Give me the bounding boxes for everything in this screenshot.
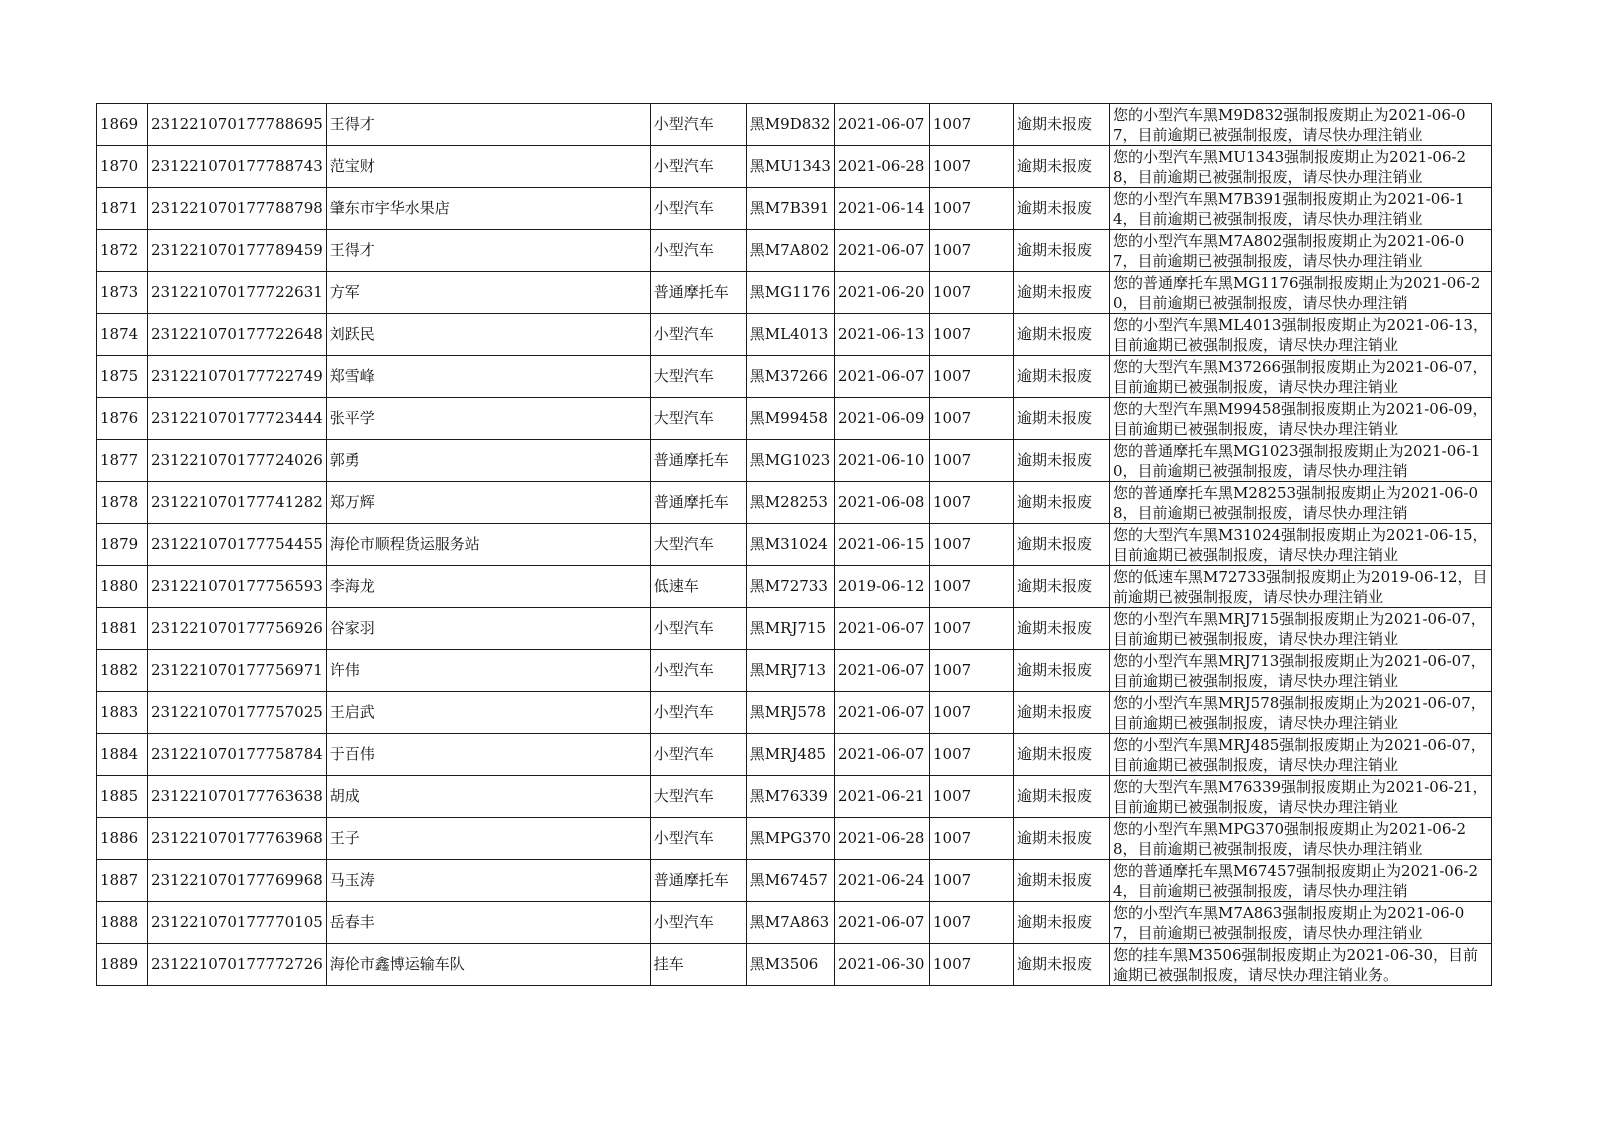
notice-message-text: 您的大型汽车黑M76339强制报废期止为2021-06-21，目前逾期已被强制报废，请尽快办理注销业 xyxy=(1112,778,1488,816)
status-cell: 逾期未报废 xyxy=(1013,146,1109,188)
record-id-cell: 231221070177741282 xyxy=(148,482,327,524)
status-cell: 逾期未报废 xyxy=(1013,230,1109,272)
notice-message-cell xyxy=(1109,398,1491,440)
owner-name-cell: 范宝财 xyxy=(326,146,650,188)
vehicle-type-cell: 小型汽车 xyxy=(650,692,746,734)
owner-name-cell: 王子 xyxy=(326,818,650,860)
status-cell: 逾期未报废 xyxy=(1013,314,1109,356)
row-number-cell: 1880 xyxy=(97,566,148,608)
record-id-cell: 231221070177722631 xyxy=(148,272,327,314)
row-number-cell: 1876 xyxy=(97,398,148,440)
code-cell: 1007 xyxy=(929,776,1013,818)
code-cell: 1007 xyxy=(929,440,1013,482)
table-row xyxy=(97,104,1492,146)
row-number-cell: 1881 xyxy=(97,608,148,650)
notice-message-text: 您的小型汽车黑MRJ713强制报废期止为2021-06-07，目前逾期已被强制报废，请尽快办理注销业 xyxy=(1112,652,1486,690)
plate-number-cell: 黑MRJ485 xyxy=(746,734,834,776)
table-row xyxy=(97,608,1492,650)
record-id-cell: 231221070177754455 xyxy=(148,524,327,566)
scrap-date-cell: 2021-06-24 xyxy=(834,860,929,902)
status-cell: 逾期未报废 xyxy=(1013,440,1109,482)
notice-message-text: 您的普通摩托车黑MG1176强制报废期止为2021-06-20，目前逾期已被强制报废，请尽快办理注销 xyxy=(1112,274,1481,312)
owner-name-cell: 王启武 xyxy=(326,692,650,734)
vehicle-type-cell: 小型汽车 xyxy=(650,818,746,860)
notice-message-text: 您的小型汽车黑MRJ715强制报废期止为2021-06-07，目前逾期已被强制报废，请尽快办理注销业 xyxy=(1112,610,1486,648)
table-row xyxy=(97,356,1492,398)
owner-name-cell: 王得才 xyxy=(326,230,650,272)
vehicle-type-cell: 小型汽车 xyxy=(650,608,746,650)
vehicle-type-cell: 大型汽车 xyxy=(650,398,746,440)
plate-number-cell: 黑M3506 xyxy=(746,944,834,986)
table-row xyxy=(97,944,1492,986)
notice-message-text: 您的小型汽车黑M7B391强制报废期止为2021-06-14，目前逾期已被强制报废，请尽快办理注销业 xyxy=(1112,190,1465,228)
vehicle-type-cell: 大型汽车 xyxy=(650,356,746,398)
record-id-cell: 231221070177763638 xyxy=(148,776,327,818)
status-cell: 逾期未报废 xyxy=(1013,524,1109,566)
owner-name-cell: 刘跃民 xyxy=(326,314,650,356)
table-row xyxy=(97,818,1492,860)
code-cell: 1007 xyxy=(929,944,1013,986)
record-id-cell: 231221070177763968 xyxy=(148,818,327,860)
code-cell: 1007 xyxy=(929,524,1013,566)
row-number-cell: 1877 xyxy=(97,440,148,482)
table-row xyxy=(97,524,1492,566)
vehicle-type-cell: 低速车 xyxy=(650,566,746,608)
scrap-date-cell: 2021-06-28 xyxy=(834,146,929,188)
notice-message-cell xyxy=(1109,818,1491,860)
notice-message-cell xyxy=(1109,566,1491,608)
table-row xyxy=(97,650,1492,692)
table-row xyxy=(97,776,1492,818)
status-cell: 逾期未报废 xyxy=(1013,650,1109,692)
notice-message-text: 您的小型汽车黑M9D832强制报废期止为2021-06-07，目前逾期已被强制报废，请尽快办理注销业 xyxy=(1112,106,1466,144)
scrap-date-cell: 2021-06-13 xyxy=(834,314,929,356)
scrap-date-cell: 2021-06-20 xyxy=(834,272,929,314)
row-number-cell: 1878 xyxy=(97,482,148,524)
owner-name-cell: 海伦市顺程货运服务站 xyxy=(326,524,650,566)
table-row xyxy=(97,398,1492,440)
notice-message-cell xyxy=(1109,482,1491,524)
record-id-cell: 231221070177756593 xyxy=(148,566,327,608)
status-cell: 逾期未报废 xyxy=(1013,104,1109,146)
scrap-date-cell: 2021-06-21 xyxy=(834,776,929,818)
owner-name-cell: 郭勇 xyxy=(326,440,650,482)
scrap-date-cell: 2021-06-14 xyxy=(834,188,929,230)
notice-message-text: 您的普通摩托车黑M67457强制报废期止为2021-06-24，目前逾期已被强制报废，请尽快办理注销 xyxy=(1112,862,1479,900)
code-cell: 1007 xyxy=(929,482,1013,524)
scrap-date-cell: 2021-06-30 xyxy=(834,944,929,986)
vehicle-type-cell: 小型汽车 xyxy=(650,146,746,188)
owner-name-cell: 于百伟 xyxy=(326,734,650,776)
row-number-cell: 1886 xyxy=(97,818,148,860)
table-body xyxy=(97,104,1492,986)
notice-message-text: 您的小型汽车黑MRJ578强制报废期止为2021-06-07，目前逾期已被强制报废，请尽快办理注销业 xyxy=(1112,694,1486,732)
vehicle-scrap-table xyxy=(96,103,1492,986)
code-cell: 1007 xyxy=(929,650,1013,692)
status-cell: 逾期未报废 xyxy=(1013,566,1109,608)
notice-message-cell xyxy=(1109,272,1491,314)
status-cell: 逾期未报废 xyxy=(1013,188,1109,230)
notice-message-text: 您的普通摩托车黑MG1023强制报废期止为2021-06-10，目前逾期已被强制报废，请尽快办理注销 xyxy=(1112,442,1481,480)
owner-name-cell: 李海龙 xyxy=(326,566,650,608)
notice-message-text: 您的挂车黑M3506强制报废期止为2021-06-30，目前逾期已被强制报废，请尽快办理注销业务。 xyxy=(1112,946,1479,984)
row-number-cell: 1875 xyxy=(97,356,148,398)
record-id-cell: 231221070177788743 xyxy=(148,146,327,188)
vehicle-type-cell: 普通摩托车 xyxy=(650,482,746,524)
plate-number-cell: 黑MG1176 xyxy=(746,272,834,314)
scrap-date-cell: 2021-06-07 xyxy=(834,230,929,272)
plate-number-cell: 黑M67457 xyxy=(746,860,834,902)
record-id-cell: 231221070177789459 xyxy=(148,230,327,272)
notice-message-text: 您的小型汽车黑MRJ485强制报废期止为2021-06-07，目前逾期已被强制报废，请尽快办理注销业 xyxy=(1112,736,1486,774)
scrap-date-cell: 2019-06-12 xyxy=(834,566,929,608)
notice-message-cell xyxy=(1109,440,1491,482)
owner-name-cell: 郑雪峰 xyxy=(326,356,650,398)
status-cell: 逾期未报废 xyxy=(1013,818,1109,860)
row-number-cell: 1885 xyxy=(97,776,148,818)
notice-message-text: 您的大型汽车黑M99458强制报废期止为2021-06-09，目前逾期已被强制报废，请尽快办理注销业 xyxy=(1112,400,1488,438)
vehicle-type-cell: 普通摩托车 xyxy=(650,860,746,902)
scrap-date-cell: 2021-06-28 xyxy=(834,818,929,860)
owner-name-cell: 王得才 xyxy=(326,104,650,146)
code-cell: 1007 xyxy=(929,398,1013,440)
table-row xyxy=(97,230,1492,272)
notice-message-cell xyxy=(1109,776,1491,818)
table-row xyxy=(97,692,1492,734)
plate-number-cell: 黑M99458 xyxy=(746,398,834,440)
owner-name-cell: 方军 xyxy=(326,272,650,314)
record-id-cell: 231221070177756926 xyxy=(148,608,327,650)
plate-number-cell: 黑M7B391 xyxy=(746,188,834,230)
status-cell: 逾期未报废 xyxy=(1013,944,1109,986)
owner-name-cell: 谷家羽 xyxy=(326,608,650,650)
record-id-cell: 231221070177722648 xyxy=(148,314,327,356)
notice-message-text: 您的小型汽车黑MPG370强制报废期止为2021-06-28，目前逾期已被强制报废，请尽快办理注销业 xyxy=(1112,820,1466,858)
row-number-cell: 1871 xyxy=(97,188,148,230)
notice-message-cell xyxy=(1109,230,1491,272)
code-cell: 1007 xyxy=(929,734,1013,776)
notice-message-text: 您的大型汽车黑M37266强制报废期止为2021-06-07，目前逾期已被强制报废，请尽快办理注销业 xyxy=(1112,358,1488,396)
record-id-cell: 231221070177772726 xyxy=(148,944,327,986)
vehicle-type-cell: 大型汽车 xyxy=(650,776,746,818)
scrap-date-cell: 2021-06-07 xyxy=(834,356,929,398)
code-cell: 1007 xyxy=(929,818,1013,860)
scrap-date-cell: 2021-06-07 xyxy=(834,104,929,146)
table-row xyxy=(97,188,1492,230)
notice-message-cell xyxy=(1109,692,1491,734)
owner-name-cell: 许伟 xyxy=(326,650,650,692)
status-cell: 逾期未报废 xyxy=(1013,692,1109,734)
notice-message-cell xyxy=(1109,146,1491,188)
notice-message-cell xyxy=(1109,356,1491,398)
notice-message-text: 您的小型汽车黑MU1343强制报废期止为2021-06-28，目前逾期已被强制报废，请尽快办理注销业 xyxy=(1112,148,1467,186)
scrap-date-cell: 2021-06-08 xyxy=(834,482,929,524)
owner-name-cell: 海伦市鑫博运输车队 xyxy=(326,944,650,986)
record-id-cell: 231221070177788798 xyxy=(148,188,327,230)
scrap-date-cell: 2021-06-07 xyxy=(834,692,929,734)
vehicle-type-cell: 小型汽车 xyxy=(650,188,746,230)
status-cell: 逾期未报废 xyxy=(1013,734,1109,776)
owner-name-cell: 马玉涛 xyxy=(326,860,650,902)
status-cell: 逾期未报废 xyxy=(1013,776,1109,818)
row-number-cell: 1887 xyxy=(97,860,148,902)
notice-message-cell xyxy=(1109,524,1491,566)
scrap-date-cell: 2021-06-07 xyxy=(834,650,929,692)
plate-number-cell: 黑MU1343 xyxy=(746,146,834,188)
vehicle-type-cell: 普通摩托车 xyxy=(650,272,746,314)
record-id-cell: 231221070177724026 xyxy=(148,440,327,482)
scrap-date-cell: 2021-06-15 xyxy=(834,524,929,566)
scrap-date-cell: 2021-06-10 xyxy=(834,440,929,482)
plate-number-cell: 黑MRJ578 xyxy=(746,692,834,734)
notice-message-cell xyxy=(1109,188,1491,230)
code-cell: 1007 xyxy=(929,902,1013,944)
vehicle-type-cell: 挂车 xyxy=(650,944,746,986)
plate-number-cell: 黑M28253 xyxy=(746,482,834,524)
table-row xyxy=(97,482,1492,524)
code-cell: 1007 xyxy=(929,566,1013,608)
record-id-cell: 231221070177788695 xyxy=(148,104,327,146)
table-row xyxy=(97,734,1492,776)
row-number-cell: 1888 xyxy=(97,902,148,944)
notice-message-text: 您的低速车黑M72733强制报废期止为2019-06-12，目前逾期已被强制报废，请尽快办理注销业 xyxy=(1112,568,1488,606)
notice-message-cell xyxy=(1109,608,1491,650)
notice-message-text: 您的小型汽车黑ML4013强制报废期止为2021-06-13，目前逾期已被强制报废，请尽快办理注销业 xyxy=(1112,316,1488,354)
scrap-date-cell: 2021-06-09 xyxy=(834,398,929,440)
record-id-cell: 231221070177758784 xyxy=(148,734,327,776)
code-cell: 1007 xyxy=(929,230,1013,272)
plate-number-cell: 黑MG1023 xyxy=(746,440,834,482)
record-id-cell: 231221070177757025 xyxy=(148,692,327,734)
code-cell: 1007 xyxy=(929,272,1013,314)
plate-number-cell: 黑MRJ715 xyxy=(746,608,834,650)
vehicle-type-cell: 小型汽车 xyxy=(650,650,746,692)
code-cell: 1007 xyxy=(929,608,1013,650)
code-cell: 1007 xyxy=(929,860,1013,902)
row-number-cell: 1870 xyxy=(97,146,148,188)
plate-number-cell: 黑M37266 xyxy=(746,356,834,398)
record-id-cell: 231221070177722749 xyxy=(148,356,327,398)
vehicle-type-cell: 小型汽车 xyxy=(650,734,746,776)
plate-number-cell: 黑M72733 xyxy=(746,566,834,608)
plate-number-cell: 黑M31024 xyxy=(746,524,834,566)
vehicle-type-cell: 普通摩托车 xyxy=(650,440,746,482)
owner-name-cell: 岳春丰 xyxy=(326,902,650,944)
vehicle-type-cell: 小型汽车 xyxy=(650,314,746,356)
plate-number-cell: 黑M76339 xyxy=(746,776,834,818)
table-row xyxy=(97,146,1492,188)
notice-message-cell xyxy=(1109,314,1491,356)
owner-name-cell: 肇东市宇华水果店 xyxy=(326,188,650,230)
status-cell: 逾期未报废 xyxy=(1013,356,1109,398)
vehicle-type-cell: 小型汽车 xyxy=(650,230,746,272)
vehicle-type-cell: 小型汽车 xyxy=(650,902,746,944)
table-row xyxy=(97,314,1492,356)
scrap-date-cell: 2021-06-07 xyxy=(834,734,929,776)
table-row xyxy=(97,902,1492,944)
notice-message-cell xyxy=(1109,734,1491,776)
record-id-cell: 231221070177756971 xyxy=(148,650,327,692)
status-cell: 逾期未报废 xyxy=(1013,608,1109,650)
scrap-date-cell: 2021-06-07 xyxy=(834,608,929,650)
record-id-cell: 231221070177770105 xyxy=(148,902,327,944)
code-cell: 1007 xyxy=(929,188,1013,230)
table-row xyxy=(97,860,1492,902)
owner-name-cell: 张平学 xyxy=(326,398,650,440)
vehicle-type-cell: 小型汽车 xyxy=(650,104,746,146)
owner-name-cell: 胡成 xyxy=(326,776,650,818)
row-number-cell: 1873 xyxy=(97,272,148,314)
row-number-cell: 1889 xyxy=(97,944,148,986)
status-cell: 逾期未报废 xyxy=(1013,902,1109,944)
status-cell: 逾期未报废 xyxy=(1013,272,1109,314)
vehicle-type-cell: 大型汽车 xyxy=(650,524,746,566)
notice-message-cell xyxy=(1109,860,1491,902)
code-cell: 1007 xyxy=(929,692,1013,734)
notice-message-cell xyxy=(1109,944,1491,986)
notice-message-text: 您的普通摩托车黑M28253强制报废期止为2021-06-08，目前逾期已被强制报废，请尽快办理注销 xyxy=(1112,484,1479,522)
notice-message-text: 您的大型汽车黑M31024强制报废期止为2021-06-15，目前逾期已被强制报废，请尽快办理注销业 xyxy=(1112,526,1488,564)
status-cell: 逾期未报废 xyxy=(1013,860,1109,902)
record-id-cell: 231221070177723444 xyxy=(148,398,327,440)
row-number-cell: 1872 xyxy=(97,230,148,272)
notice-message-text: 您的小型汽车黑M7A863强制报废期止为2021-06-07，目前逾期已被强制报废，请尽快办理注销业 xyxy=(1112,904,1465,942)
notice-message-cell xyxy=(1109,902,1491,944)
plate-number-cell: 黑MRJ713 xyxy=(746,650,834,692)
row-number-cell: 1882 xyxy=(97,650,148,692)
plate-number-cell: 黑ML4013 xyxy=(746,314,834,356)
scrap-date-cell: 2021-06-07 xyxy=(834,902,929,944)
record-id-cell: 231221070177769968 xyxy=(148,860,327,902)
notice-message-cell xyxy=(1109,104,1491,146)
plate-number-cell: 黑M7A802 xyxy=(746,230,834,272)
status-cell: 逾期未报废 xyxy=(1013,398,1109,440)
row-number-cell: 1879 xyxy=(97,524,148,566)
status-cell: 逾期未报废 xyxy=(1013,482,1109,524)
owner-name-cell: 郑万辉 xyxy=(326,482,650,524)
code-cell: 1007 xyxy=(929,146,1013,188)
row-number-cell: 1884 xyxy=(97,734,148,776)
code-cell: 1007 xyxy=(929,104,1013,146)
table-row xyxy=(97,566,1492,608)
row-number-cell: 1874 xyxy=(97,314,148,356)
row-number-cell: 1883 xyxy=(97,692,148,734)
plate-number-cell: 黑M9D832 xyxy=(746,104,834,146)
code-cell: 1007 xyxy=(929,356,1013,398)
code-cell: 1007 xyxy=(929,314,1013,356)
plate-number-cell: 黑M7A863 xyxy=(746,902,834,944)
table-row xyxy=(97,272,1492,314)
notice-message-text: 您的小型汽车黑M7A802强制报废期止为2021-06-07，目前逾期已被强制报废，请尽快办理注销业 xyxy=(1112,232,1465,270)
notice-message-cell xyxy=(1109,650,1491,692)
plate-number-cell: 黑MPG370 xyxy=(746,818,834,860)
table-row xyxy=(97,440,1492,482)
row-number-cell: 1869 xyxy=(97,104,148,146)
